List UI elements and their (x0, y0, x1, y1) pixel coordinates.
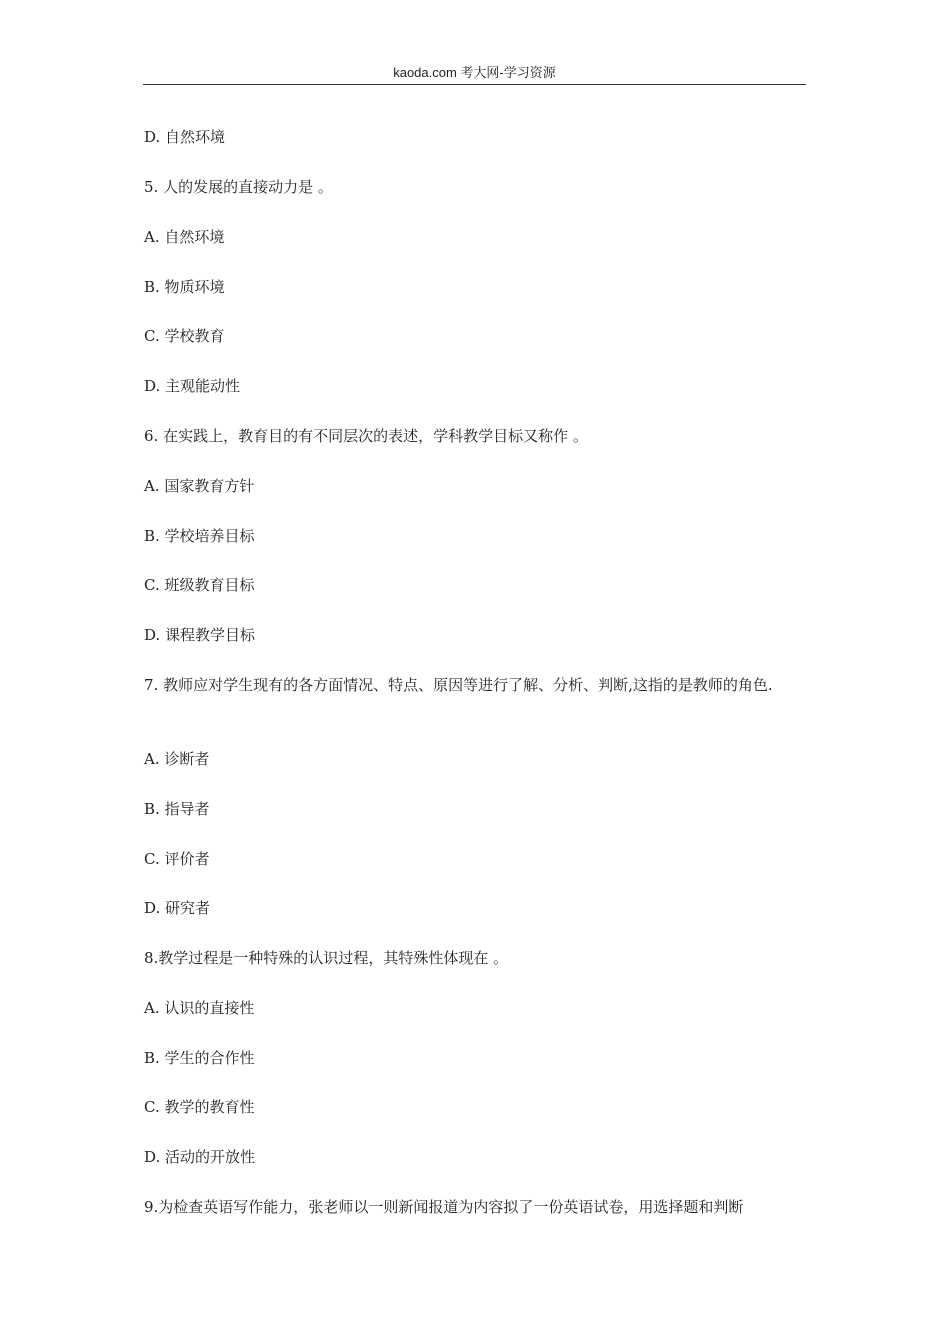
header-rule (143, 84, 806, 85)
option-d: D. 自然环境 (144, 128, 226, 146)
option-b: B. 指导者 (144, 800, 210, 818)
option-a: A. 自然环境 (144, 228, 225, 246)
option-b: B. 学校培养目标 (144, 527, 255, 545)
option-d: D. 活动的开放性 (144, 1148, 256, 1166)
question-9: 9.为检查英语写作能力，张老师以一则新闻报道为内容拟了一份英语试卷，用选择题和判断 (144, 1198, 744, 1216)
option-b: B. 学生的合作性 (144, 1049, 255, 1067)
option-c: C. 班级教育目标 (144, 576, 255, 594)
option-d: D. 主观能动性 (144, 377, 241, 395)
question-7: 7. 教师应对学生现有的各方面情况、特点、原因等进行了解、分析、判断,这指的是教师的角色. (144, 676, 773, 694)
option-d: D. 课程教学目标 (144, 626, 256, 644)
option-c: C. 学校教育 (144, 327, 225, 345)
option-b: B. 物质环境 (144, 278, 225, 296)
option-c: C. 评价者 (144, 850, 210, 868)
option-a: A. 认识的直接性 (144, 999, 255, 1017)
question-5: 5. 人的发展的直接动力是 。 (144, 178, 333, 196)
question-6: 6. 在实践上，教育目的有不同层次的表述，学科教学目标又称作 。 (144, 427, 588, 445)
option-c: C. 教学的教育性 (144, 1098, 255, 1116)
option-d: D. 研究者 (144, 899, 211, 917)
option-a: A. 国家教育方针 (144, 477, 255, 495)
option-a: A. 诊断者 (144, 750, 210, 768)
page-header: kaoda.com 考大网-学习资源 (393, 65, 556, 80)
question-8: 8.教学过程是一种特殊的认识过程，其特殊性体现在 。 (144, 949, 509, 967)
